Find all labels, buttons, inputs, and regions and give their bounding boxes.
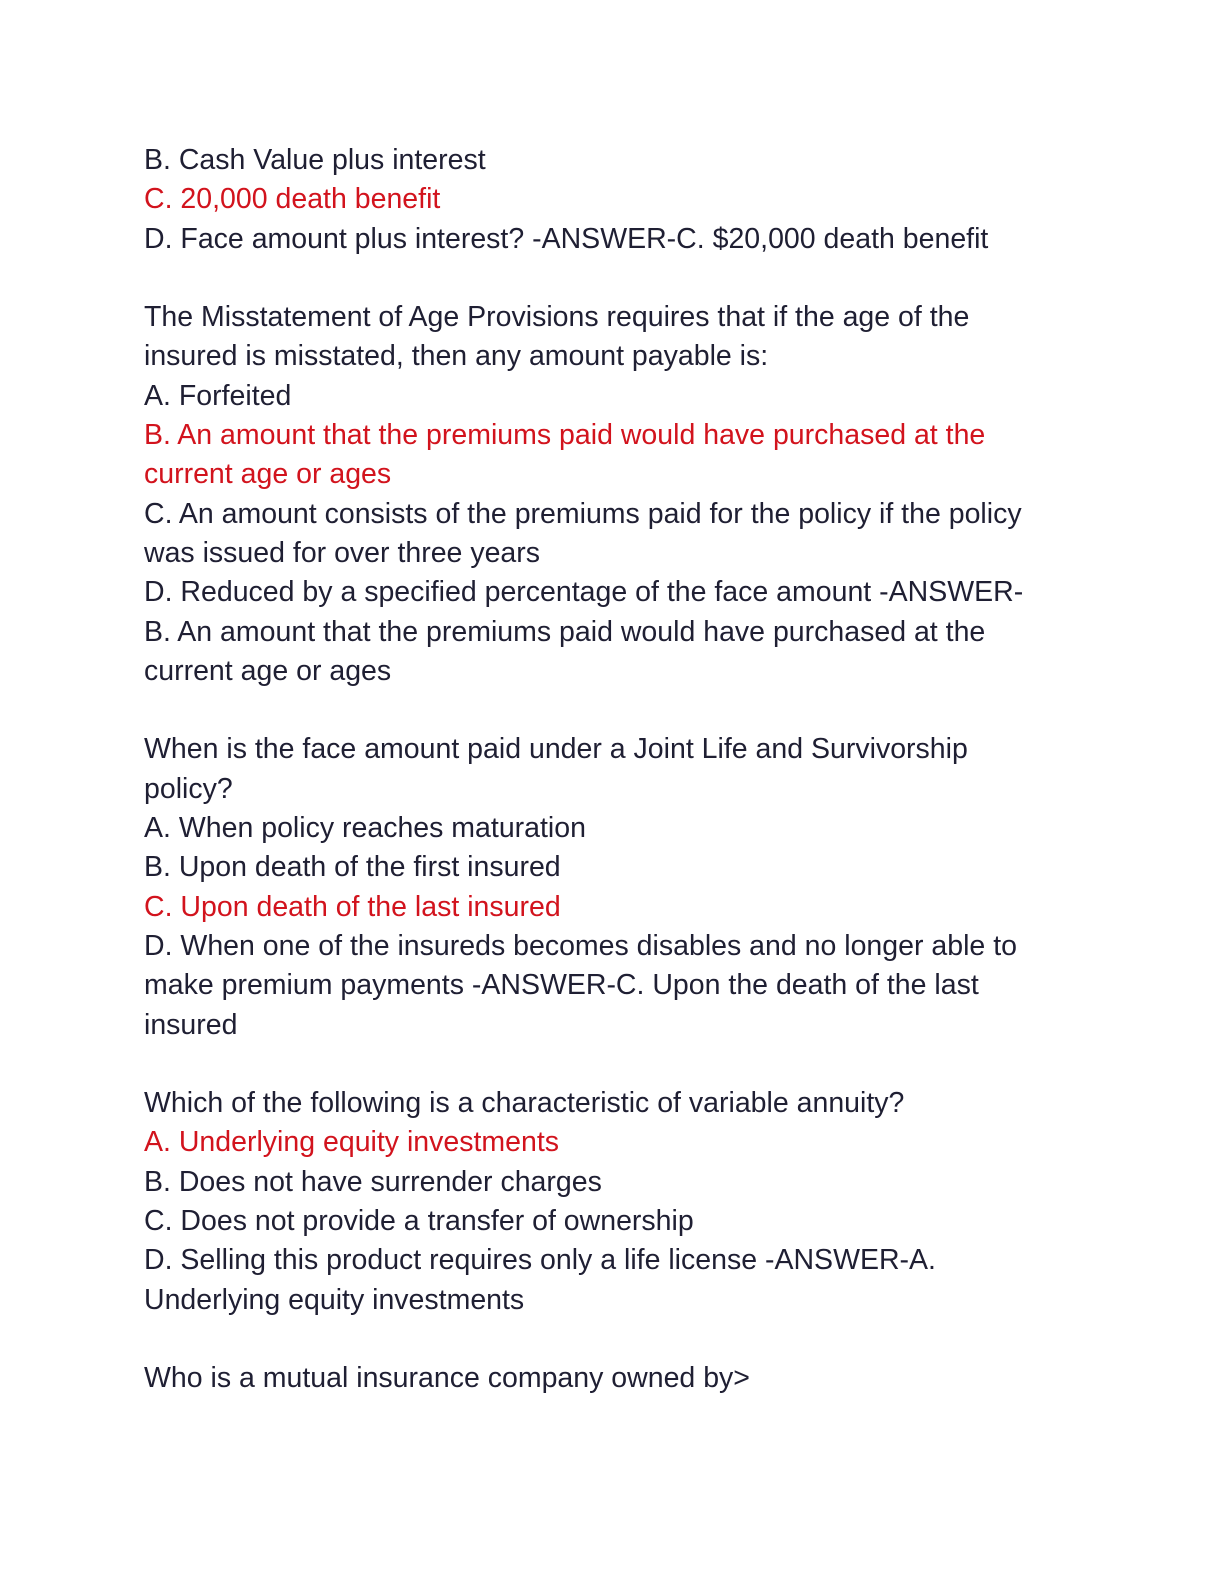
option-b: B. Does not have surrender charges [144, 1165, 602, 1198]
option-b-correct: B. An amount that the premiums paid would have purchased at the [144, 419, 986, 452]
answer-text: B. An amount that the premiums paid would have purchased at the [144, 615, 986, 648]
option-b: B. Upon death of the first insured [144, 851, 561, 884]
option-c: C. An amount consists of the premiums paid for the policy if the policy [144, 497, 1022, 530]
question-block-mutual-insurance [144, 1359, 1104, 1398]
question-block-joint-life [144, 730, 1104, 1044]
option-a: A. When policy reaches maturation [144, 812, 586, 845]
blank-line [144, 1045, 1104, 1084]
question-text: The Misstatement of Age Provisions requires that if the age of the [144, 301, 970, 334]
option-a: A. Forfeited [144, 379, 292, 412]
question-text: Which of the following is a characteristic of variable annuity? [144, 1087, 905, 1120]
option-d-with-answer: D. Reduced by a specified percentage of the face amount -ANSWER- [144, 576, 1024, 609]
option-c-correct: C. Upon death of the last insured [144, 890, 561, 923]
option-d-with-answer: make premium payments -ANSWER-C. Upon the death of the last [144, 969, 979, 1002]
blank-line [144, 1320, 1104, 1359]
answer-text-cont: insured [144, 1008, 238, 1041]
answer-text-cont: current age or ages [144, 654, 392, 687]
option-c-correct: C. 20,000 death benefit [144, 183, 441, 216]
question-block-variable-annuity [144, 1084, 1104, 1320]
option-d-with-answer: D. Face amount plus interest? -ANSWER-C. $20,000 death benefit [144, 222, 989, 255]
question-block-misstatement-of-age [144, 298, 1104, 691]
option-d: D. When one of the insureds becomes disables and no longer able to [144, 929, 1017, 962]
blank-line [144, 259, 1104, 298]
page-text [144, 141, 1104, 1399]
question-block-cash-value [144, 141, 1104, 259]
option-b-correct-cont: current age or ages [144, 458, 392, 491]
option-c: C. Does not provide a transfer of ownership [144, 1205, 694, 1238]
question-text-cont: insured is misstated, then any amount payable is: [144, 340, 769, 373]
option-b: B. Cash Value plus interest [144, 144, 486, 176]
question-text-cont: policy? [144, 772, 233, 805]
blank-line [144, 691, 1104, 730]
option-a-correct: A. Underlying equity investments [144, 1126, 560, 1159]
question-text: Who is a mutual insurance company owned by> [144, 1362, 750, 1395]
answer-text-cont: Underlying equity investments [144, 1283, 525, 1316]
option-d-with-answer: D. Selling this product requires only a life license -ANSWER-A. [144, 1244, 936, 1277]
question-text: When is the face amount paid under a Joint Life and Survivorship [144, 733, 968, 766]
option-c-cont: was issued for over three years [144, 536, 541, 569]
